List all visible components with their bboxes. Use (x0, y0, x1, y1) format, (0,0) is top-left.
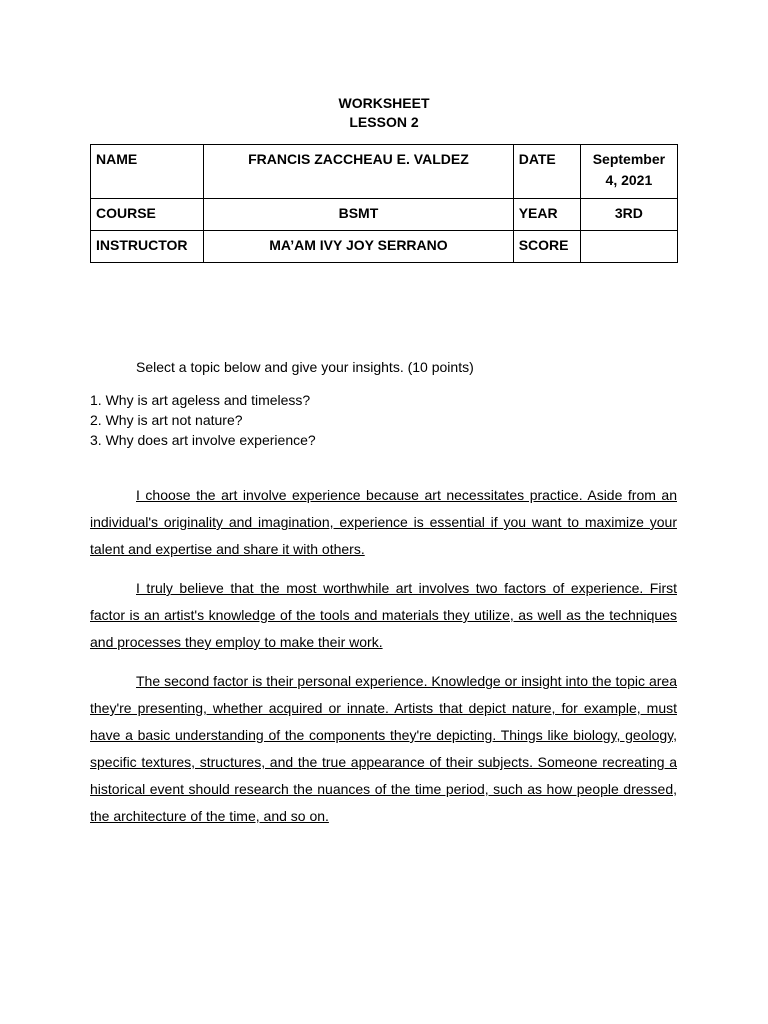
name-value: FRANCIS ZACCHEAU E. VALDEZ (204, 145, 514, 199)
instructor-label: INSTRUCTOR (91, 231, 204, 263)
course-label: COURSE (91, 199, 204, 231)
name-label: NAME (91, 145, 204, 199)
course-value: BSMT (204, 199, 514, 231)
list-item: 2. Why is art not nature? (90, 412, 243, 428)
answer-paragraph: I truly believe that the most worthwhile art involves two factors of experience. First factor is an artist's knowledge of the tools and materials they utilize, as well as the techniques and processes they employ to make their work. (90, 580, 677, 650)
list-item: 1. Why is art ageless and timeless? (90, 392, 311, 408)
instructions-text: Select a topic below and give your insights. (10 points) (136, 359, 474, 375)
answer-paragraph: I choose the art involve experience because art necessitates practice. Aside from an individual's originality and imagination, experience is essential if you want to maximize your talent and expertise and share it with others. (90, 487, 677, 557)
year-value: 3RD (580, 199, 677, 231)
score-label: SCORE (513, 231, 580, 263)
instructor-value: MA’AM IVY JOY SERRANO (204, 231, 514, 263)
table-row (91, 145, 678, 199)
student-info-table (90, 144, 678, 263)
table-row (91, 231, 678, 263)
list-item: 3. Why does art involve experience? (90, 432, 316, 448)
date-label: DATE (513, 145, 580, 199)
question-list (90, 390, 316, 450)
year-label: YEAR (513, 199, 580, 231)
date-value: September 4, 2021 (580, 145, 677, 199)
worksheet-title: WORKSHEET (338, 95, 430, 111)
lesson-title: LESSON 2 (349, 114, 419, 130)
worksheet-header (0, 94, 768, 132)
answer-paragraph: The second factor is their personal experience. Knowledge or insight into the topic area they're presenting, whether acquired or innate. Artists that depict nature, for example, must have a basic understanding of the components they're depicting. Things like biology, geology, specific textures, structures, and the true appearance of their subjects. Someone recreating a historical event should research the nuances of the time period, such as how people dressed, the architecture of the time, and so on. (90, 673, 677, 824)
table-row (91, 199, 678, 231)
score-value (580, 231, 677, 263)
